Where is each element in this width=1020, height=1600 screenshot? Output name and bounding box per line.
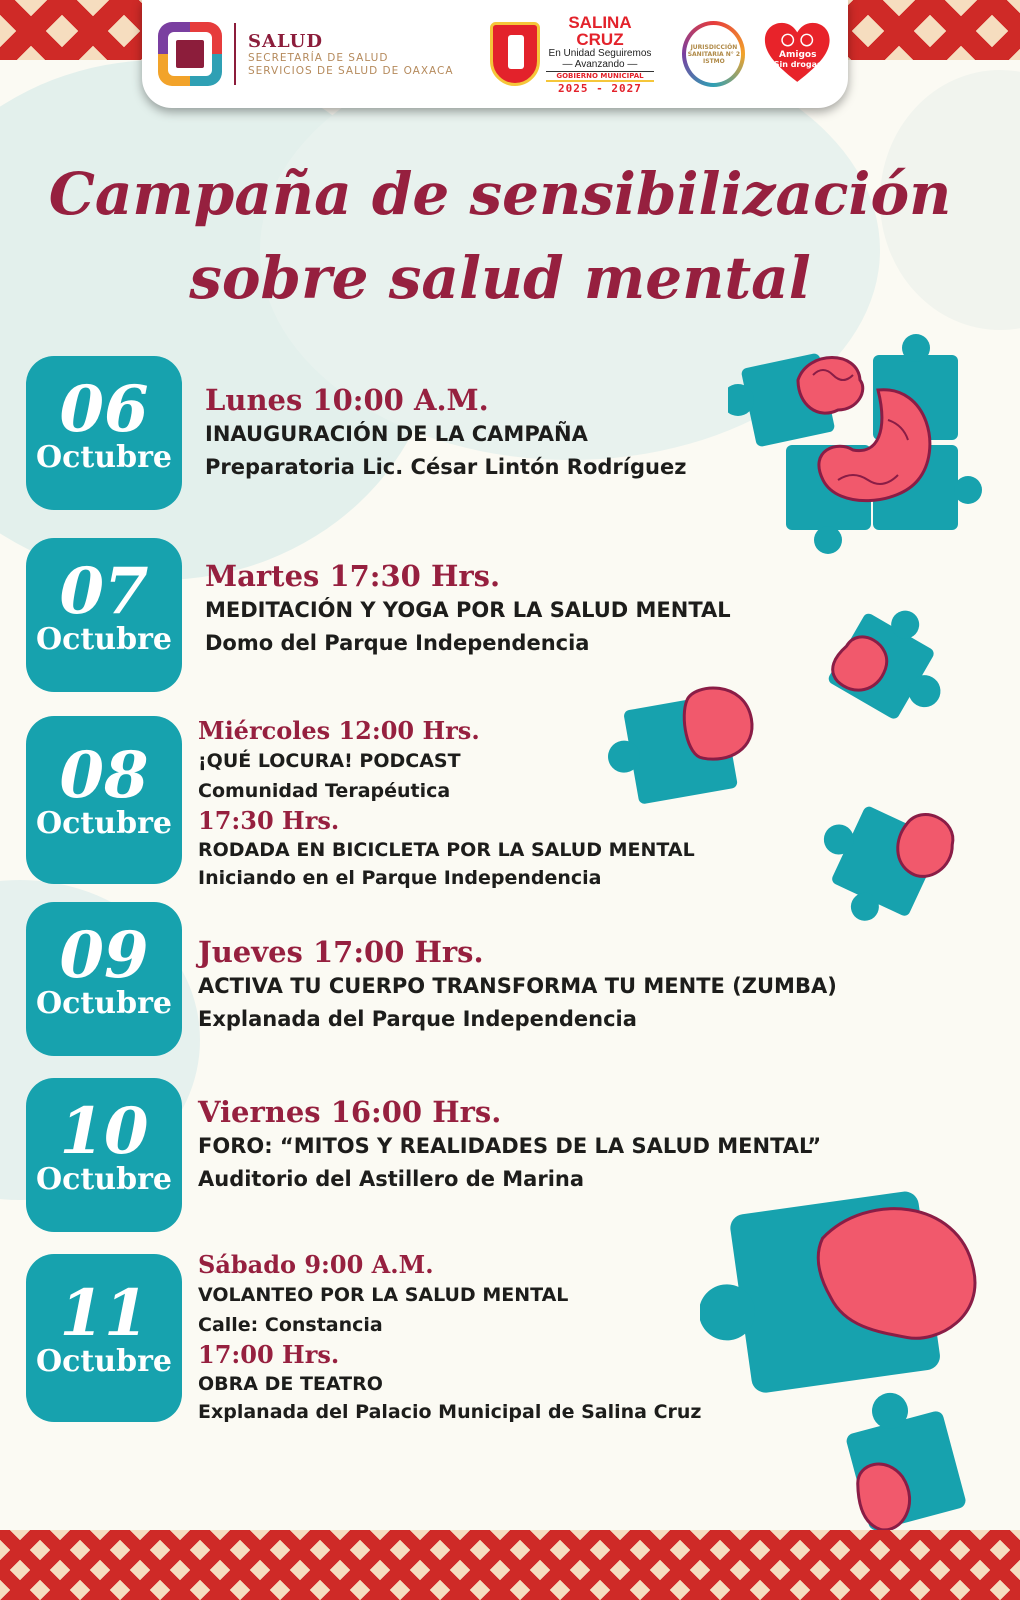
date-month: Octubre [36, 986, 172, 1021]
date-badge [26, 356, 182, 510]
event-place: Preparatoria Lic. César Lintón Rodríguez [205, 455, 687, 479]
date-month: Octubre [36, 806, 172, 841]
date-month: Octubre [36, 622, 172, 657]
event-time-2: 17:00 Hrs. [198, 1340, 340, 1369]
event-title: INAUGURACIÓN DE LA CAMPAÑA [205, 422, 588, 446]
event-title: FORO: “MITOS Y REALIDADES DE LA SALUD MENTAL” [198, 1134, 822, 1158]
jurisdiccion-line3: ISTMO [703, 57, 725, 65]
oaxaca-emblem-icon [158, 22, 222, 86]
event-title-2: RODADA EN BICICLETA POR LA SALUD MENTAL [198, 839, 695, 861]
salud-line2: SERVICIOS DE SALUD DE OAXACA [248, 64, 454, 77]
salina-cruz-title: SALINA CRUZ [568, 12, 632, 49]
date-badge [26, 538, 182, 692]
date-day: 07 [59, 554, 149, 629]
gobierno-municipal-label: GOBIERNO MUNICIPAL [546, 71, 655, 82]
event-place: Calle: Constancia [198, 1314, 383, 1336]
event-title: ¡QUÉ LOCURA! PODCAST [198, 750, 461, 772]
amigos-sin-drogas-logo [763, 21, 832, 87]
logo-divider [234, 23, 236, 85]
date-month: Octubre [36, 1344, 172, 1379]
title-line-2: sobre salud mental [189, 244, 811, 312]
date-month: Octubre [36, 440, 172, 475]
event-title: ACTIVA TU CUERPO TRANSFORMA TU MENTE (ZUMBA) [198, 974, 837, 998]
salud-oaxaca-logo [158, 22, 472, 86]
title-line-1: Campaña de sensibilización [48, 160, 952, 228]
brain-puzzle-icon [728, 330, 988, 560]
event-time: Lunes 10:00 A.M. [205, 383, 489, 417]
jurisdiccion-sanitaria-logo [682, 21, 745, 87]
salud-title: SALUD [248, 30, 323, 52]
jurisdiccion-line1: JURISDICCIÓN [690, 43, 738, 51]
brain-puzzle-piece-icon [822, 1380, 992, 1530]
salina-cruz-logo [490, 14, 654, 95]
event-place-2: Explanada del Palacio Municipal de Salina Cruz [198, 1401, 702, 1423]
event-time: Miércoles 12:00 Hrs. [198, 716, 480, 745]
event-time: Sábado 9:00 A.M. [198, 1250, 434, 1279]
amigos-subtitle: Sin drogas [773, 60, 822, 69]
date-day: 09 [59, 918, 149, 993]
event-title-2: OBRA DE TEATRO [198, 1373, 383, 1395]
date-badge [26, 1254, 182, 1422]
date-badge [26, 1078, 182, 1232]
event-time: Jueves 17:00 Hrs. [198, 935, 484, 969]
salud-line1: SECRETARÍA DE SALUD [248, 51, 389, 64]
brain-puzzle-piece-icon [808, 598, 958, 748]
date-day: 11 [59, 1276, 149, 1351]
date-day: 08 [59, 738, 149, 813]
event-place-2: Iniciando en el Parque Independencia [198, 867, 602, 889]
campaign-title [0, 152, 1000, 320]
amigos-title: Amigos [779, 50, 817, 60]
date-day: 10 [59, 1094, 149, 1169]
event-place: Explanada del Parque Independencia [198, 1007, 637, 1031]
logo-header [142, 0, 848, 108]
lighthouse-shield-icon [490, 22, 540, 86]
government-term: 2025 - 2027 [558, 81, 642, 95]
jurisdiccion-line2: SANITARIA N° 2 [687, 50, 741, 58]
date-badge [26, 902, 182, 1056]
salina-cruz-slogan-1: En Unidad Seguiremos [548, 47, 652, 59]
decorative-bottom-border [0, 1530, 1020, 1600]
event-title: VOLANTEO POR LA SALUD MENTAL [198, 1284, 569, 1306]
date-badge [26, 716, 182, 884]
event-time: Martes 17:30 Hrs. [205, 559, 501, 593]
event-place: Domo del Parque Independencia [205, 631, 590, 655]
event-time: Viernes 16:00 Hrs. [198, 1095, 502, 1129]
brain-puzzle-piece-icon [700, 1175, 1000, 1405]
salina-cruz-slogan-2: — Avanzando — [562, 58, 638, 70]
event-place: Comunidad Terapéutica [198, 780, 451, 802]
event-place: Auditorio del Astillero de Marina [198, 1167, 585, 1191]
event-title: MEDITACIÓN Y YOGA POR LA SALUD MENTAL [205, 598, 731, 622]
event-time-2: 17:30 Hrs. [198, 806, 340, 835]
date-day: 06 [59, 372, 149, 447]
brain-puzzle-piece-icon [815, 785, 965, 935]
date-month: Octubre [36, 1162, 172, 1197]
